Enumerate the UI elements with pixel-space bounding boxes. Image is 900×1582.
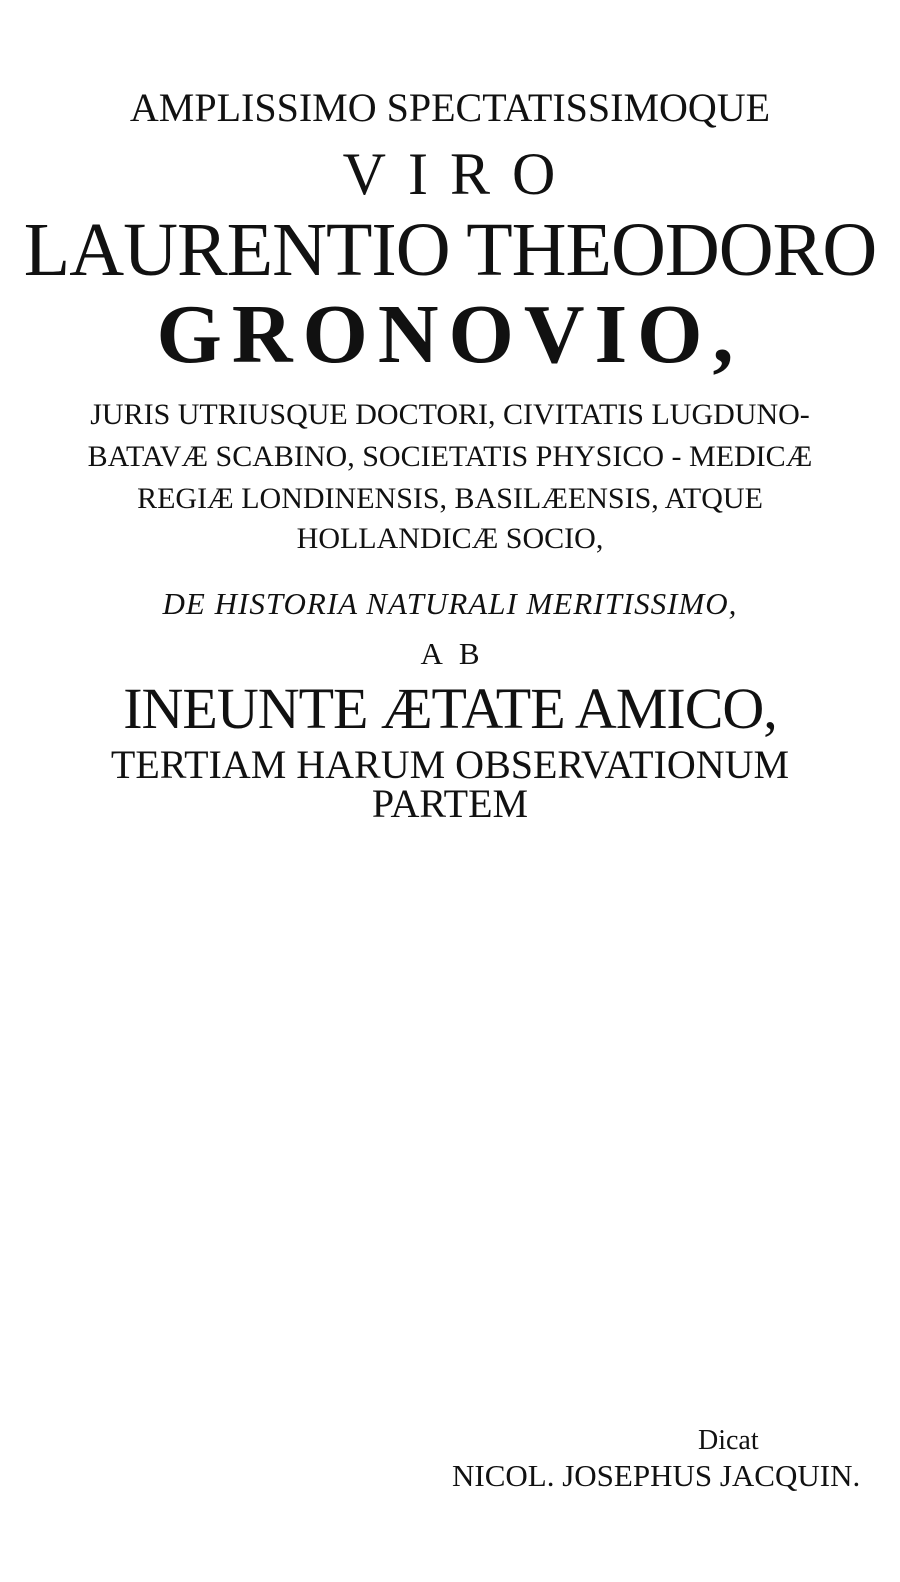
recipient-title-line: JURIS UTRIUSQUE DOCTORI, CIVITATIS LUGDUNO- — [90, 398, 810, 431]
dedication-opening: AMPLISSIMO SPECTATISSIMOQUE — [129, 85, 771, 130]
recipient-title-line: BATAVÆ SCABINO, SOCIETATIS PHYSICO - MEDICÆ — [87, 440, 813, 473]
dicat-label: Dicat — [698, 1425, 759, 1456]
recipient-title-line: REGIÆ LONDINENSIS, BASILÆENSIS, ATQUE — [137, 482, 763, 515]
recipient-surname: GRONOVIO, — [156, 288, 744, 381]
friend-line: INEUNTE ÆTATE AMICO, — [123, 676, 777, 741]
recipient-first-names: LAURENTIO THEODORO — [23, 208, 877, 292]
author-signature: NICOL. JOSEPHUS JACQUIN. — [452, 1458, 861, 1493]
dedication-viro: VIRO — [342, 141, 578, 207]
merit-line: DE HISTORIA NATURALI MERITISSIMO, — [162, 586, 738, 621]
ab-line: AB — [420, 636, 496, 671]
recipient-title-line: HOLLANDICÆ SOCIO, — [296, 522, 604, 555]
dedication-object-line: PARTEM — [371, 781, 529, 826]
dedication-object-line: TERTIAM HARUM OBSERVATIONUM — [110, 742, 790, 787]
